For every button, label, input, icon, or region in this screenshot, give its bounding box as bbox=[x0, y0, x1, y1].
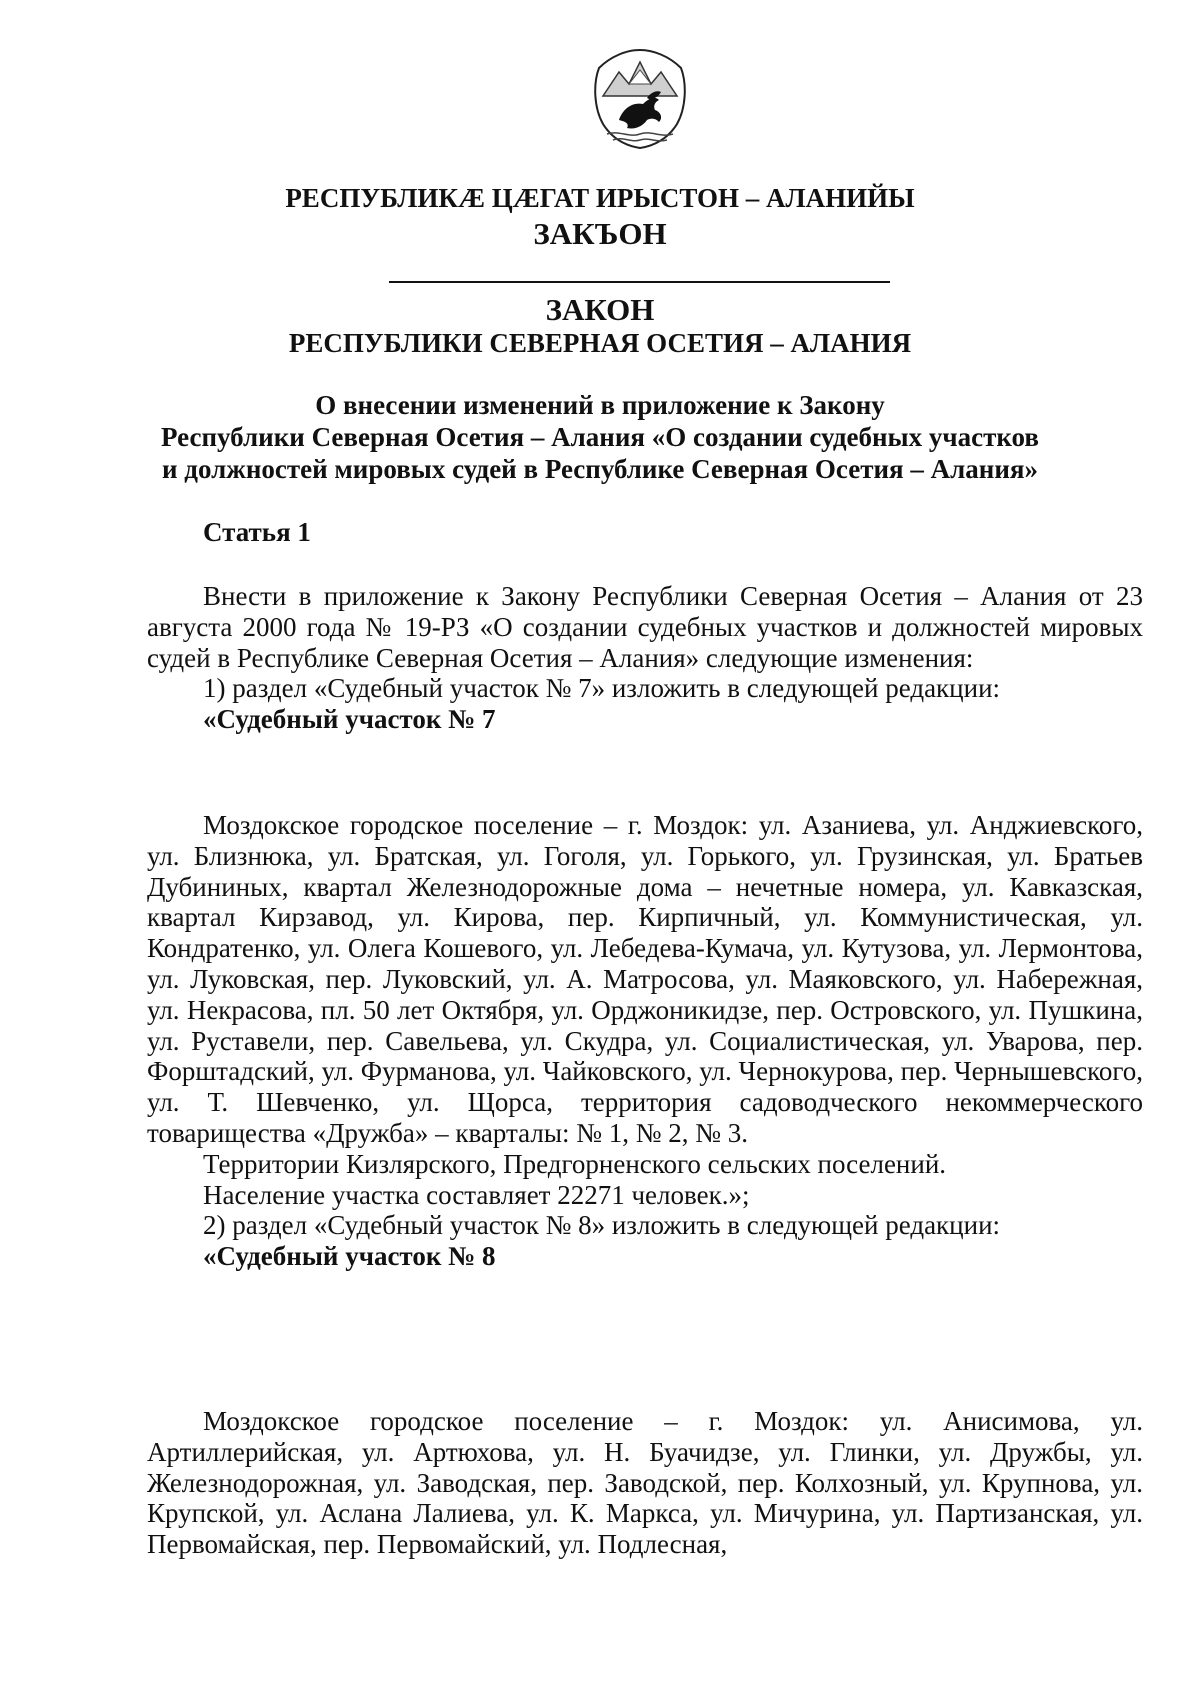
section-8-text: Моздокское городское поселение – г. Моздок: ул. Анисимова, ул. Артиллерийская, ул. Артюхова, ул. Н. Буачидзе, ул. Глинки, ул. Дружбы, ул. Железнодорожная, ул. Заводская, пер. Заводской, пер. Колхозный, ул. Крупнова, ул. Крупской, ул. Аслана Лалиева, ул. К. Маркса, ул. Мичурина, ул. Партизанская, ул. Первомайская, пер. Первомайский, ул. Подлесная, bbox=[147, 1406, 1143, 1560]
coat-of-arms-emblem bbox=[589, 46, 691, 150]
law-word: ЗАКОН bbox=[545, 292, 655, 327]
title-line: О внесении изменений в приложение к Закону bbox=[315, 390, 885, 420]
article-body-part1 bbox=[147, 581, 1143, 735]
ossetian-law-word: ЗАКЪОН bbox=[533, 216, 667, 251]
section-8-title: «Судебный участок № 8 bbox=[203, 1241, 496, 1272]
section-7-text: Моздокское городское поселение – г. Моздок: ул. Азаниева, ул. Анджиевского, ул. Близнюка, ул. Братская, ул. Гоголя, ул. Горького, ул. Грузинская, ул. Братьев Дубининых, квартал Железнодорожные дома – нечетные номера, ул. Кавказская, квартал Кирзавод, ул. Кирова, пер. Кирпичный, ул. Коммунистическая, ул. Кондратенко, ул. Олега Кошевого, ул. Лебедева-Кумача, ул. Кутузова, ул. Лермонтова, ул. Луковская, пер. Луковский, ул. А. Матросова, ул. Маяковского, ул. Набережная, ул. Некрасова, пл. 50 лет Октября, ул. Орджоникидзе, пер. Островского, ул. Пушкина, ул. Руставели, пер. Савельева, ул. Скудра, ул. Социалистическая, ул. Уварова, пер. Форштадский, ул. Фурманова, ул. Чайковского, ул. Чернокурова, пер. Чернышевского, ул. Т. Шевченко, ул. Щорса, территория садоводческого некоммерческого товарищества «Дружба» – кварталы: № 1, № 2, № 3. bbox=[147, 810, 1143, 1148]
intro-paragraph: Внести в приложение к Закону Республики Северная Осетия – Алания от 23 августа 2000 года № 19-РЗ «О создании судебных участков и должностей мировых судей в Республике Северная Осетия – Алания» следующие изменения: bbox=[147, 581, 1143, 673]
article-body-part3 bbox=[147, 1406, 1143, 1560]
article-body-part2 bbox=[147, 810, 1143, 1272]
article-heading: Статья 1 bbox=[203, 517, 311, 547]
amendment-item-2: 2) раздел «Судебный участок № 8» изложить в следующей редакции: bbox=[203, 1210, 1001, 1241]
republic-name: РЕСПУБЛИКИ СЕВЕРНАЯ ОСЕТИЯ – АЛАНИЯ bbox=[288, 328, 912, 358]
section-7-population: Население участка составляет 22271 человек.»; bbox=[203, 1179, 750, 1210]
section-7-title: «Судебный участок № 7 bbox=[203, 704, 496, 735]
ossetian-republic-title: РЕСПУБЛИКÆ ЦÆГАТ ИРЫСТОН – АЛАНИЙЫ bbox=[285, 183, 915, 213]
document-title bbox=[120, 389, 1080, 485]
amendment-item-1: 1) раздел «Судебный участок № 7» изложить в следующей редакции: bbox=[203, 673, 1001, 704]
header-divider bbox=[389, 281, 890, 283]
title-line: Республики Северная Осетия – Алания «О создании судебных участков bbox=[161, 422, 1039, 452]
title-line: и должностей мировых судей в Республике Северная Осетия – Алания» bbox=[161, 454, 1039, 484]
section-7-territories: Территории Кизлярского, Предгорненского сельских поселений. bbox=[203, 1148, 947, 1179]
